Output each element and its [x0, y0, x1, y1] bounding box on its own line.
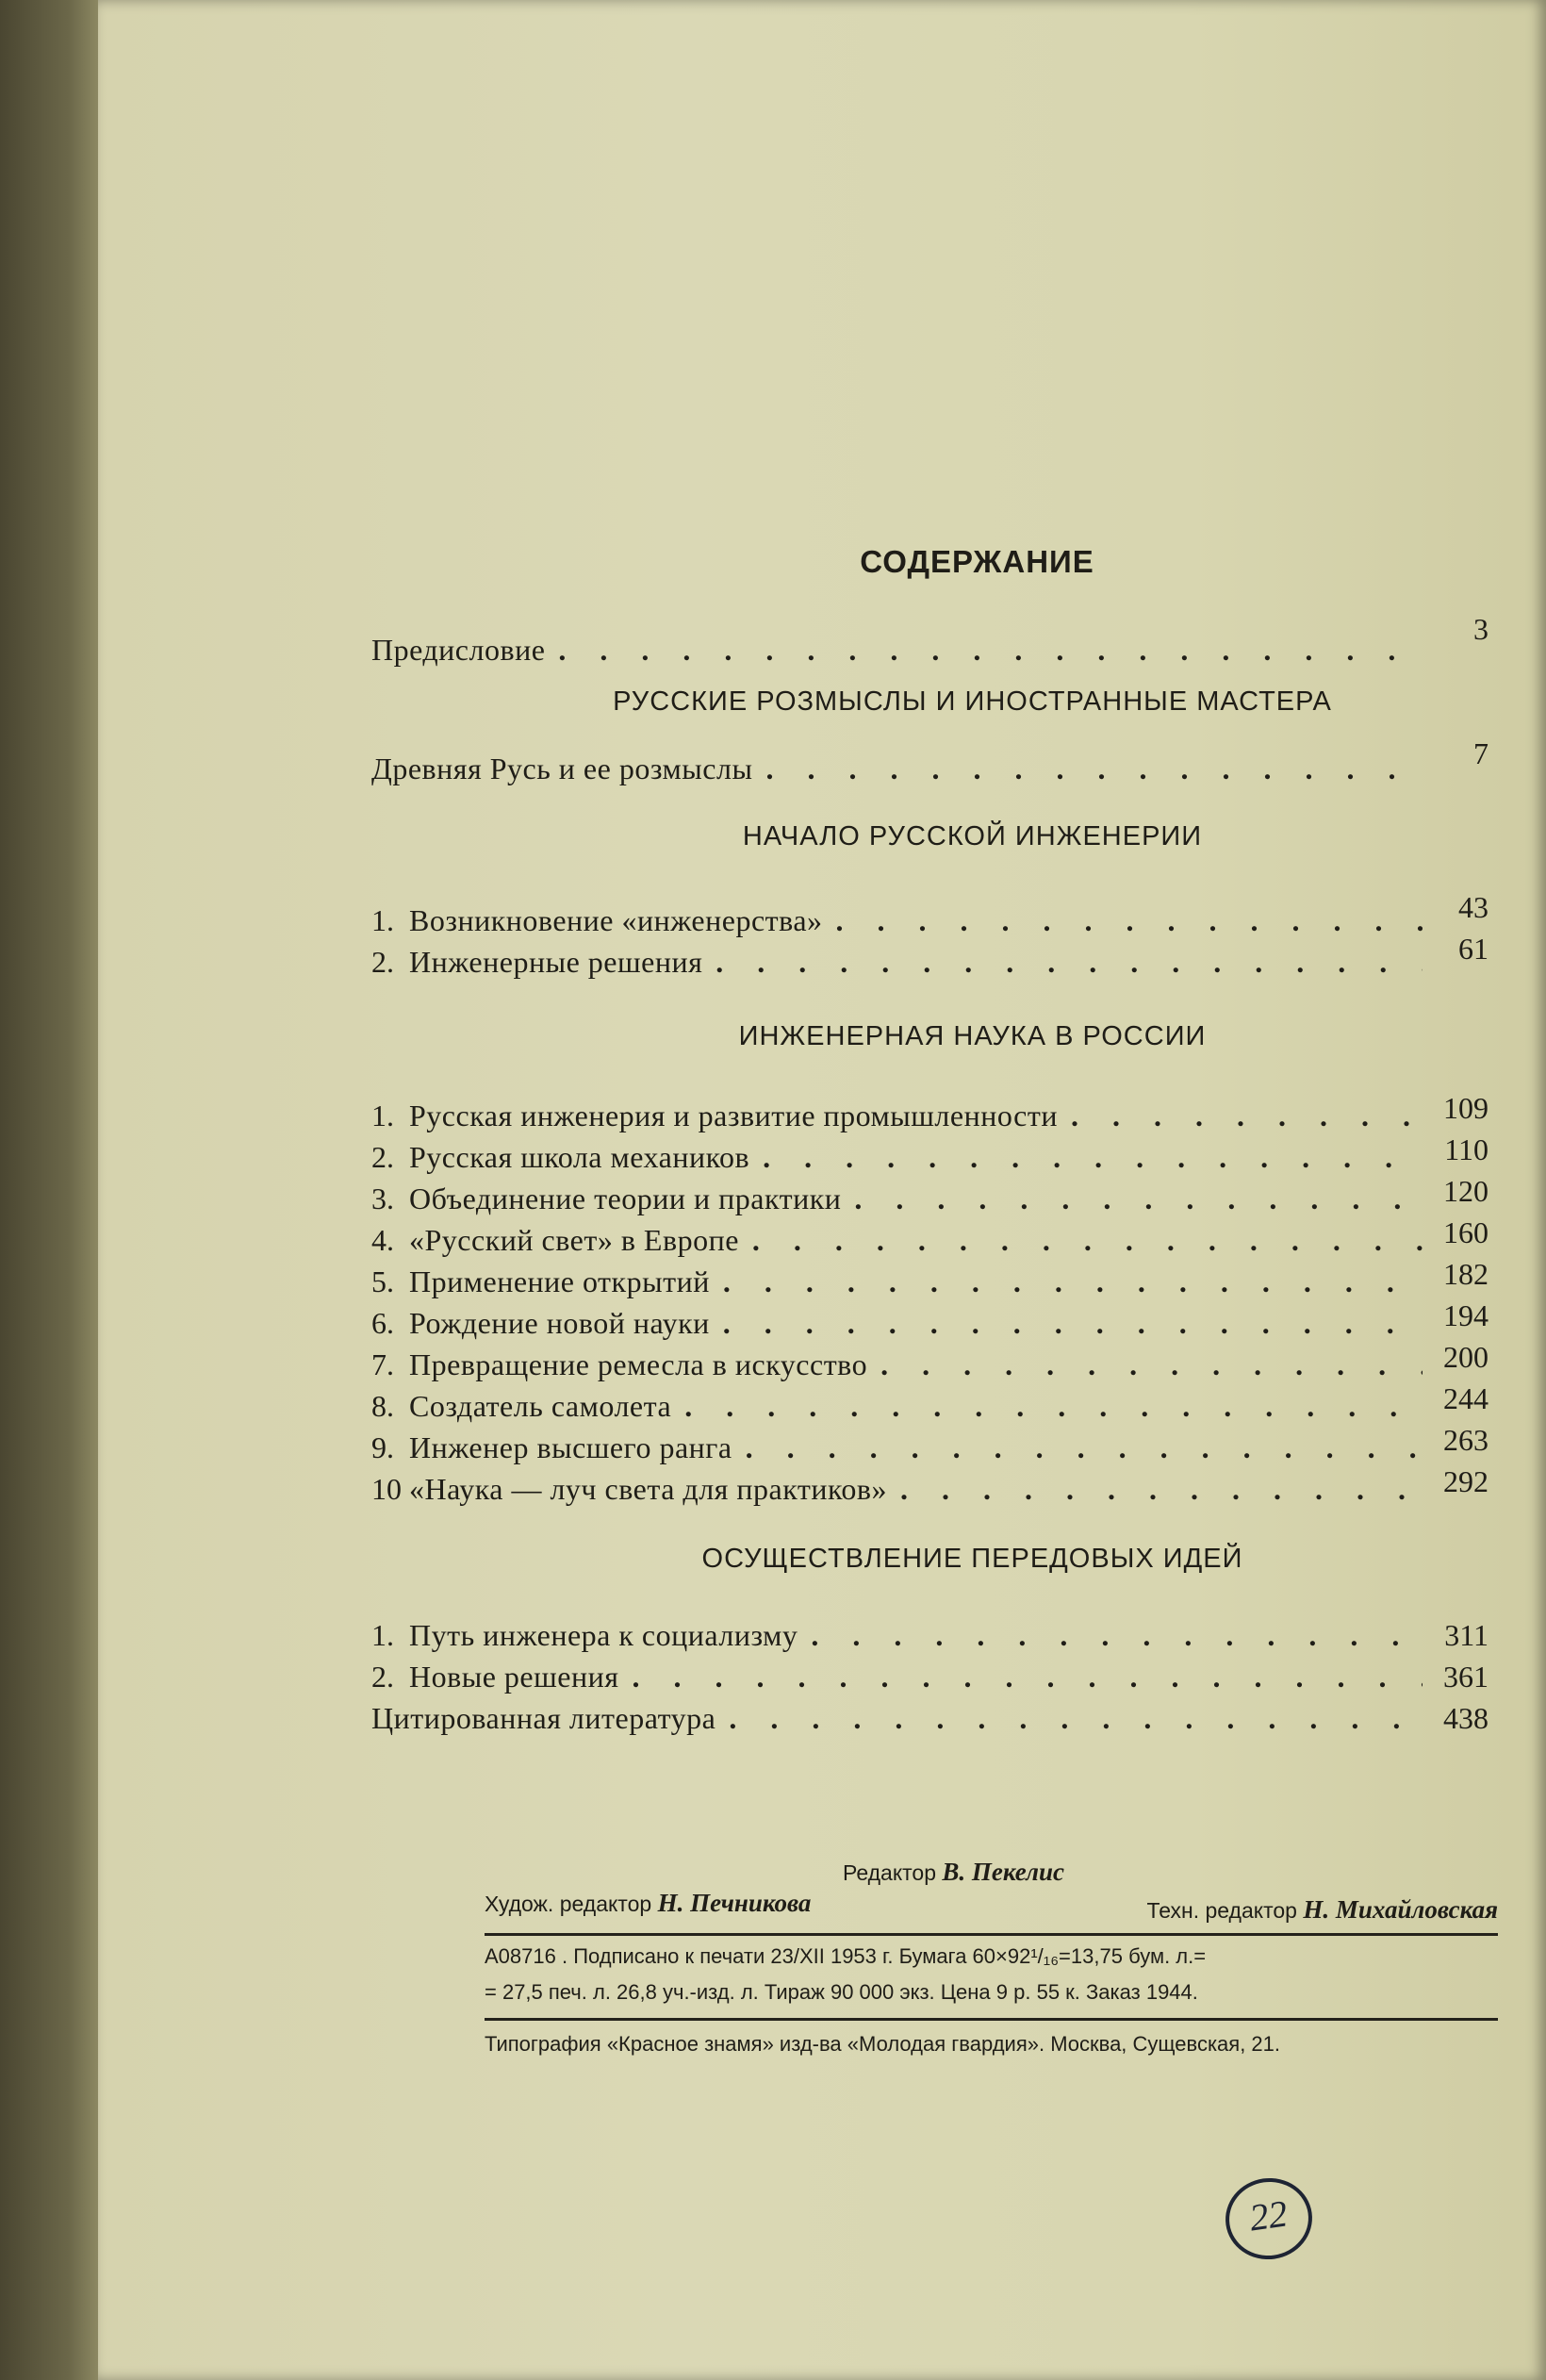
toc-row: [371, 1423, 1488, 1470]
tech-editor-role: Техн. редактор: [1146, 1898, 1297, 1923]
toc-item-number: 8.: [371, 1389, 394, 1423]
toc-item-page: 120: [1443, 1174, 1488, 1208]
divider-rule: [485, 1933, 1498, 1936]
toc-row: [371, 1618, 1488, 1658]
toc-item-page: 43: [1458, 890, 1488, 924]
leader-dots: [710, 1306, 1423, 1341]
toc-item-label: Создатель самолета: [409, 1389, 672, 1423]
leader-dots: [867, 1347, 1423, 1382]
art-editor-credit: [485, 1889, 811, 1918]
toc-item-page: 292: [1443, 1464, 1488, 1498]
leader-dots: [823, 903, 1423, 938]
toc-item-label: Новые решения: [409, 1660, 619, 1694]
leader-dots: [702, 945, 1423, 980]
toc-item-label: Предисловие: [371, 633, 546, 667]
editor-credit: [843, 1858, 1064, 1887]
toc-item-label: Русская инженерия и развитие промышленности: [409, 1099, 1058, 1132]
toc-item-number: 10: [371, 1472, 402, 1506]
toc-item-page: 200: [1443, 1340, 1488, 1374]
toc-row: [371, 1464, 1488, 1512]
toc-item-page: 244: [1443, 1381, 1488, 1415]
toc-row: [371, 890, 1488, 943]
editor-name: В. Пекелис: [942, 1858, 1064, 1886]
toc-item-page: 438: [1443, 1701, 1488, 1735]
leader-dots: [739, 1223, 1423, 1258]
toc-item-label: «Наука — луч света для практиков»: [409, 1472, 887, 1506]
leader-dots: [887, 1472, 1423, 1507]
toc-item-page: 194: [1443, 1298, 1488, 1332]
leader-dots: [618, 1660, 1423, 1694]
leader-dots: [798, 1618, 1423, 1653]
toc-item-page: 263: [1443, 1423, 1488, 1457]
art-editor-name: Н. Печникова: [657, 1889, 812, 1917]
toc-row: [371, 1660, 1488, 1699]
toc-item-page: 110: [1444, 1132, 1488, 1166]
leader-dots: [710, 1264, 1423, 1299]
toc-row: [371, 1340, 1488, 1387]
toc-row: [371, 1215, 1488, 1263]
toc-item-label: Рождение новой науки: [409, 1306, 710, 1340]
imprint-line: А08716 . Подписано к печати 23/XII 1953 г. Бумага 60×92¹/₁₆=13,75 бум. л.=: [485, 1944, 1207, 1968]
stamp-number: 22: [1246, 2191, 1291, 2240]
leader-dots: [732, 1430, 1423, 1465]
leader-dots: [752, 752, 1423, 786]
toc-item-label: «Русский свет» в Европе: [409, 1223, 739, 1257]
imprint-line: Типография «Красное знамя» изд-ва «Молодая гвардия». Москва, Сущевская, 21.: [485, 2032, 1281, 2056]
toc-row: [371, 1298, 1488, 1346]
leader-dots: [1058, 1099, 1423, 1133]
toc-item-page: 109: [1443, 1091, 1488, 1125]
toc-item-label: Объединение теории и практики: [409, 1182, 842, 1215]
toc-item-label: Цитированная литература: [371, 1701, 716, 1735]
toc-row: [371, 1257, 1488, 1304]
toc-item-page: 160: [1443, 1215, 1488, 1249]
toc-item-number: 7.: [371, 1347, 394, 1381]
tech-editor-credit: [1146, 1895, 1498, 1925]
toc-row: [371, 932, 1488, 984]
toc-item-page: 61: [1458, 932, 1488, 966]
book-page: [98, 0, 1546, 2380]
toc-item-page: 7: [1473, 736, 1488, 770]
toc-item-label: Древняя Русь и ее розмыслы: [371, 752, 753, 785]
toc-item-page: 3: [1473, 612, 1488, 646]
section-heading: НАЧАЛО РУССКОЙ ИНЖЕНЕРИИ: [742, 821, 1203, 851]
toc-row: [371, 1132, 1488, 1180]
section-heading: ИНЖЕНЕРНАЯ НАУКА В РОССИИ: [738, 1021, 1207, 1051]
toc-row: [371, 736, 1488, 791]
toc-item-number: 1.: [371, 1618, 394, 1652]
toc-item-number: 6.: [371, 1306, 394, 1340]
toc-item-label: Инженерные решения: [409, 945, 703, 979]
leader-dots: [749, 1140, 1423, 1175]
toc-item-number: 9.: [371, 1430, 394, 1464]
toc-item-page: 311: [1444, 1618, 1488, 1652]
toc-item-label: Возникновение «инженерства»: [409, 903, 823, 937]
toc-item-number: 2.: [371, 945, 394, 979]
toc-item-label: Инженер высшего ранга: [409, 1430, 732, 1464]
leader-dots: [671, 1389, 1423, 1424]
toc-item-label: Применение открытий: [409, 1264, 710, 1298]
leader-dots: [841, 1182, 1423, 1216]
toc-item-page: 182: [1443, 1257, 1488, 1291]
editor-role: Редактор: [843, 1860, 937, 1885]
toc-item-label: Русская школа механиков: [409, 1140, 750, 1174]
ink-stamp: [1220, 2173, 1317, 2265]
toc-item-page: 361: [1443, 1660, 1488, 1694]
toc-title: СОДЕРЖАНИЕ: [860, 544, 1094, 579]
leader-dots: [545, 633, 1423, 668]
toc-item-number: 2.: [371, 1660, 394, 1694]
toc-item-label: Путь инженера к социализму: [409, 1618, 798, 1652]
toc-row-references: [371, 1701, 1488, 1741]
toc-row: [371, 1381, 1488, 1429]
divider-rule: [485, 2018, 1498, 2021]
toc-row-preface: [371, 612, 1488, 672]
toc-item-number: 5.: [371, 1264, 394, 1298]
toc-item-number: 3.: [371, 1182, 394, 1215]
toc-row: [371, 1091, 1488, 1138]
art-editor-role: Худож. редактор: [485, 1892, 652, 1916]
toc-item-number: 1.: [371, 903, 394, 937]
toc-item-number: 4.: [371, 1223, 394, 1257]
section-heading: ОСУЩЕСТВЛЕНИЕ ПЕРЕДОВЫХ ИДЕЙ: [701, 1544, 1243, 1574]
toc-row: [371, 1174, 1488, 1221]
section-heading: РУССКИЕ РОЗМЫСЛЫ И ИНОСТРАННЫЕ МАСТЕРА: [613, 686, 1332, 717]
tech-editor-name: Н. Михайловская: [1303, 1895, 1498, 1924]
leader-dots: [715, 1701, 1423, 1736]
imprint-line: = 27,5 печ. л. 26,8 уч.-изд. л. Тираж 90 000 экз. Цена 9 р. 55 к. Заказ 1944.: [485, 1980, 1198, 2004]
toc-item-number: 2.: [371, 1140, 394, 1174]
toc-item-label: Превращение ремесла в искусство: [409, 1347, 868, 1381]
book-binding-edge: [0, 0, 98, 2380]
toc-item-number: 1.: [371, 1099, 394, 1132]
